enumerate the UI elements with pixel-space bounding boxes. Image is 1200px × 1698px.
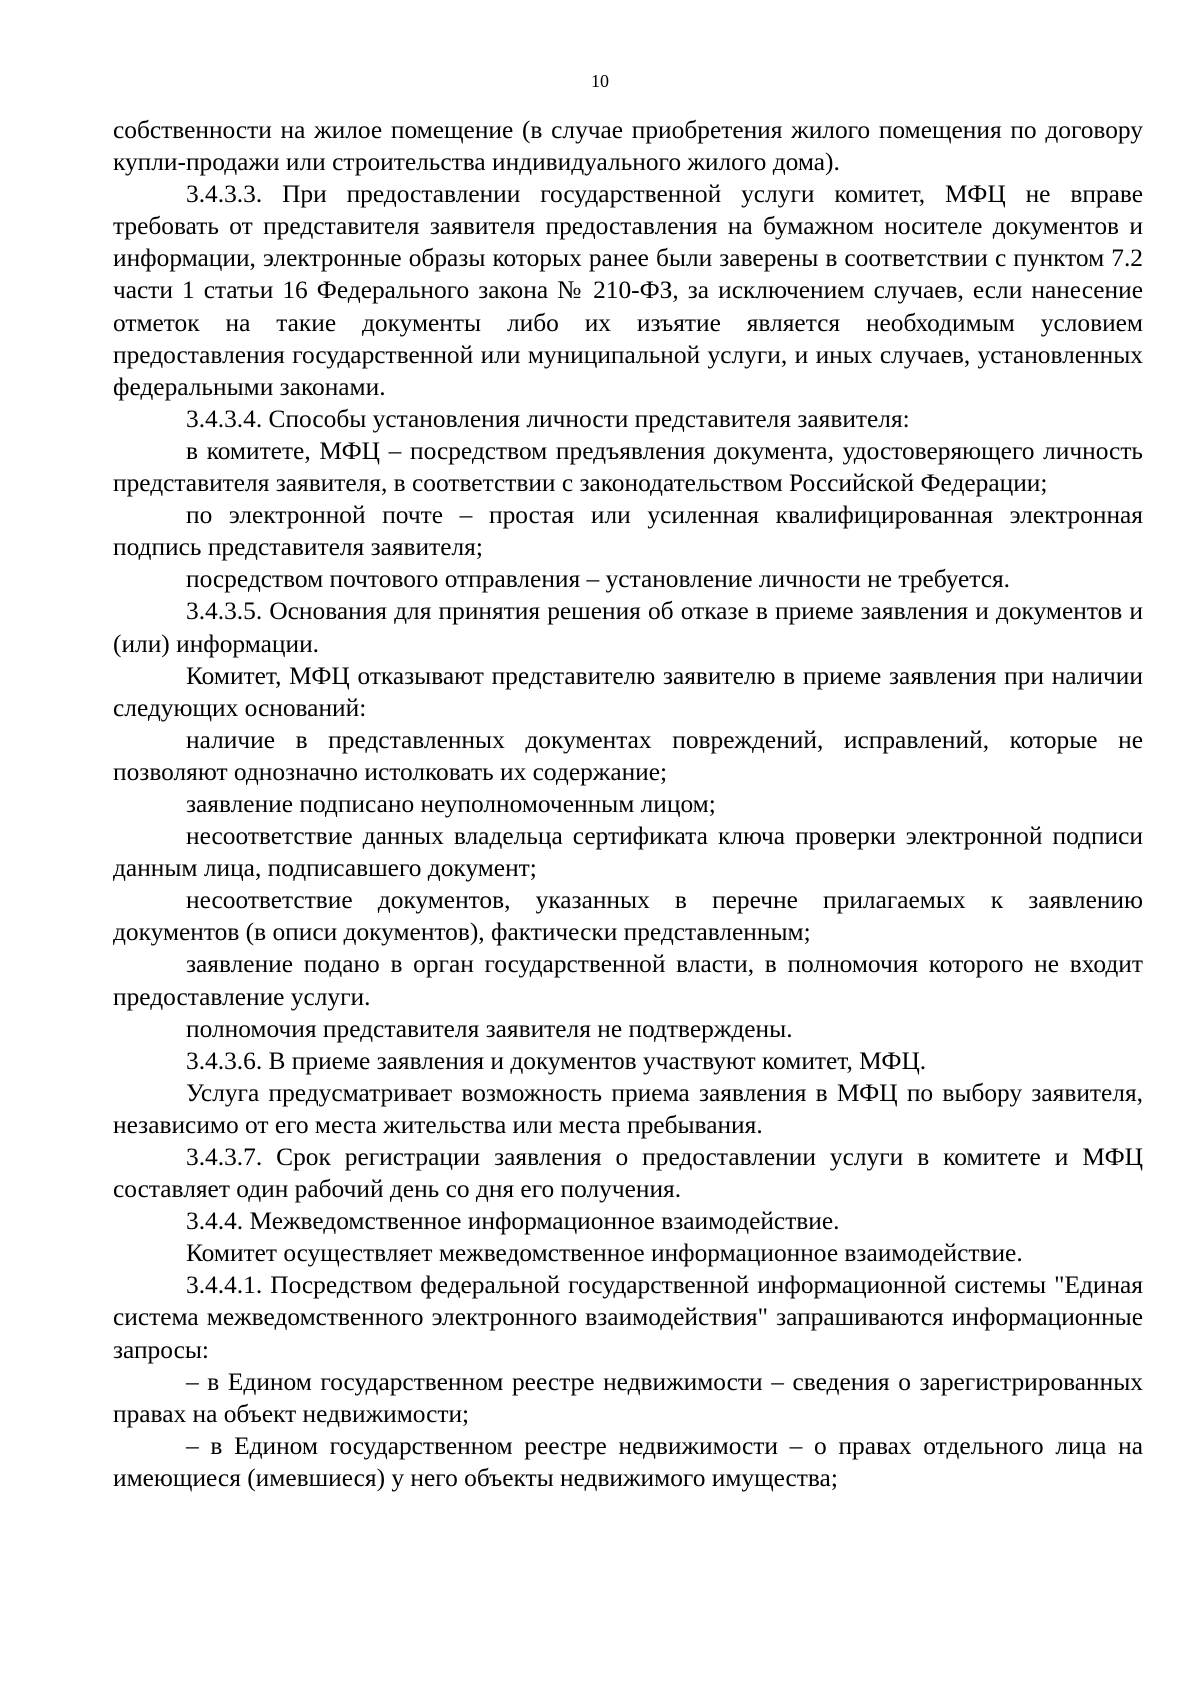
paragraph-refusal-grounds-intro: Комитет, МФЦ отказывают представителю заявителю в приеме заявления при наличии следующих оснований: xyxy=(113,661,1143,722)
paragraph-identification-by-email: по электронной почте – простая или усиленная квалифицированная электронная подпись представителя заявителя; xyxy=(113,501,1143,562)
paragraph-3-4-3-5: 3.4.3.5. Основания для принятия решения об отказе в приеме заявления и документов и (или) информации. xyxy=(113,597,1143,658)
paragraph-refusal-powers-not-confirmed: полномочия представителя заявителя не подтверждены. xyxy=(186,1014,793,1043)
paragraph-3-4-3-4: 3.4.3.4. Способы установления личности представителя заявителя: xyxy=(186,404,910,433)
page-number: 10 xyxy=(591,71,609,91)
paragraph-property-rights-continued: собственности на жилое помещение (в случае приобретения жилого помещения по договору купли-продажи или строительства индивидуального жилого дома). xyxy=(113,116,1143,177)
paragraph-registry-person-rights: – в Едином государственном реестре недвижимости – о правах отдельного лица на имеющиеся (имевшиеся) у него объекты недвижимого имущества; xyxy=(113,1431,1143,1492)
paragraph-registry-rights-records: – в Едином государственном реестре недвижимости – сведения о зарегистрированных правах на объект недвижимости; xyxy=(113,1367,1143,1428)
paragraph-3-4-4-1: 3.4.4.1. Посредством федеральной государственной информационной системы "Единая система межведомственного электронного взаимодействия" запрашиваются информационные запросы: xyxy=(113,1271,1143,1364)
paragraph-interagency-interaction: Комитет осуществляет межведомственное информационное взаимодействие. xyxy=(186,1239,1023,1268)
paragraph-refusal-document-list-mismatch: несоответствие документов, указанных в перечне прилагаемых к заявлению документов (в описи документов), фактически представленным; xyxy=(113,886,1143,947)
paragraph-service-mfc-choice: Услуга предусматривает возможность приема заявления в МФЦ по выбору заявителя, независимо от его места жительства или места пребывания. xyxy=(113,1078,1143,1139)
paragraph-identification-in-committee: в комитете, МФЦ – посредством предъявления документа, удостоверяющего личность представителя заявителя, в соответствии с законодательством Российской Федерации; xyxy=(113,436,1143,498)
paragraph-3-4-3-3: 3.4.3.3. При предоставлении государственной услуги комитет, МФЦ не вправе требовать от представителя заявителя предоставления на бумажном носителе документов и информации, электронные образы которых ранее были заверены в соответствии с пунктом 7.2 части 1 статьи 16 Федерального закона № 210-ФЗ, за исключением случаев, если нанесение отметок на такие документы либо их изъятие является необходимым условием предоставления государственной или муниципальной услуги, и иных случаев, установленных федеральными законами. xyxy=(113,180,1143,401)
paragraph-3-4-4: 3.4.4. Межведомственное информационное взаимодействие. xyxy=(186,1207,840,1236)
paragraph-3-4-3-6: 3.4.3.6. В приеме заявления и документов участвуют комитет, МФЦ. xyxy=(186,1046,927,1075)
paragraph-refusal-wrong-authority: заявление подано в орган государственной власти, в полномочия которого не входит предоставление услуги. xyxy=(113,950,1143,1011)
document-body xyxy=(113,114,1143,1494)
paragraph-refusal-unauthorized-signature: заявление подписано неуполномоченным лицом; xyxy=(186,789,716,818)
paragraph-refusal-certificate-mismatch: несоответствие данных владельца сертификата ключа проверки электронной подписи данным лица, подписавшего документ; xyxy=(113,822,1143,883)
paragraph-identification-by-post: посредством почтового отправления – установление личности не требуется. xyxy=(186,565,1010,594)
paragraph-refusal-damaged-documents: наличие в представленных документах повреждений, исправлений, которые не позволяют однозначно истолковать их содержание; xyxy=(113,725,1143,786)
paragraph-3-4-3-7: 3.4.3.7. Срок регистрации заявления о предоставлении услуги в комитете и МФЦ составляет один рабочий день со дня его получения. xyxy=(113,1143,1143,1204)
